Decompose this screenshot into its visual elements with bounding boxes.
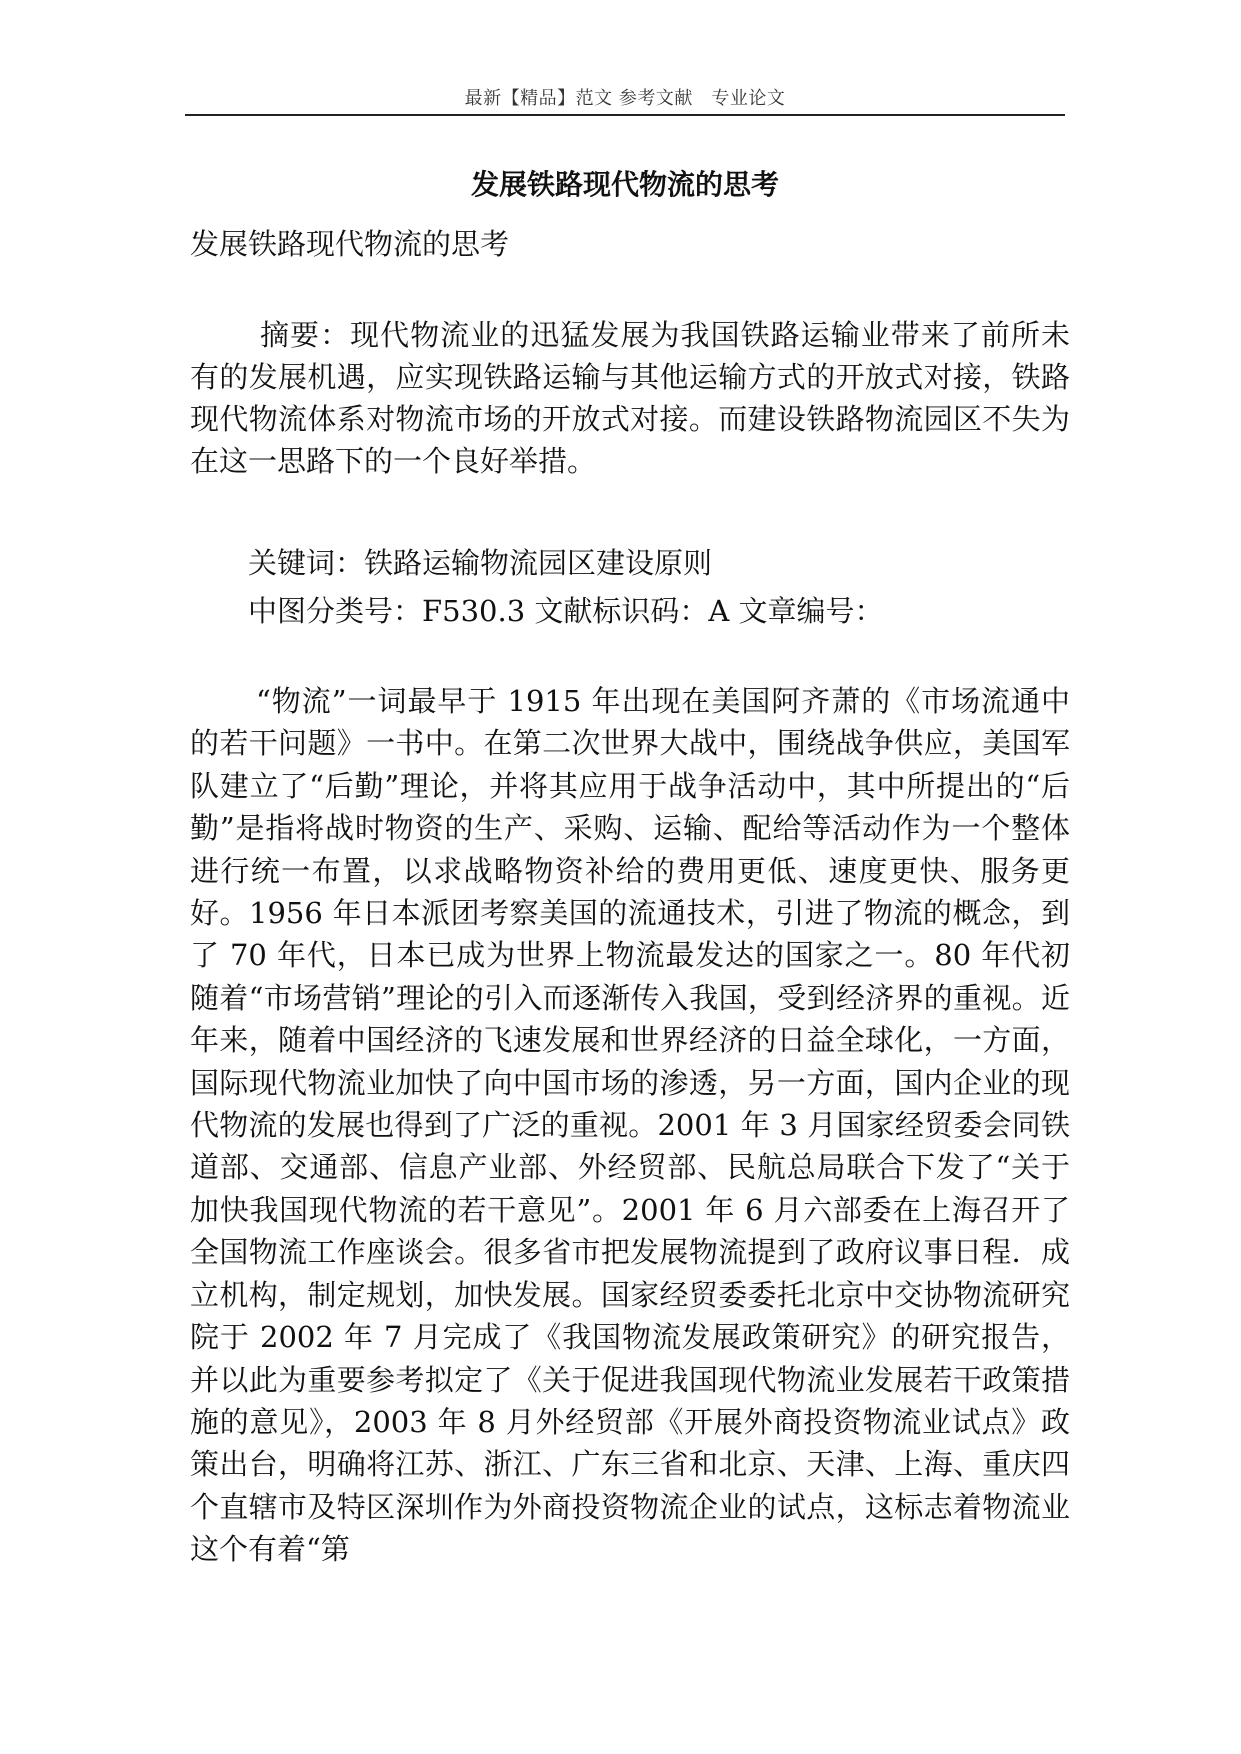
document-title: 发展铁路现代物流的思考: [470, 168, 779, 201]
page-header: 最新【精品】范文 参考文献 专业论文: [464, 88, 786, 109]
header-divider: [185, 114, 1065, 116]
keywords-line: 关键词：铁路运输物流园区建设原则: [248, 546, 713, 580]
body-paragraph: “物流”一词最早于 1915 年出现在美国阿齐萧的《市场流通中的若干问题》一书中。在第二次世界大战中，围绕战争供应，美国军队建立了“后勤”理论，并将其应用于战争活动中，其中所提出的“后勤”是指将战时物资的生产、采购、运输、配给等活动作为一个整体进行统一布置，以求战略物资补给的费用更低、速度更快、服务更好。1956 年日本派团考察美国的流通技术，引进了物流的概念，到了 70 年代，日本已成为世界上物流最发达的国家之一。80 年代初随着“市场营销”理论的引入而逐渐传入我国，受到经济界的重视。近年来，随着中国经济的飞速发展和世界经济的日益全球化，一方面，国际现代物流业加快了向中国市场的渗透，另一方面，国内企业的现代物流的发展也得到了广泛的重视。2001 年 3 月国家经贸委会同铁道部、交通部、信息产业部、外经贸部、民航总局联合下发了“关于加快我国现代物流的若干意见”。2001 年 6 月六部委在上海召开了全国物流工作座谈会。很多省市把发展物流提到了政府议事日程．成立机构，制定规划，加快发展。国家经贸委委托北京中交协物流研究院于 2002 年 7 月完成了《我国物流发展政策研究》的研究报告，并以此为重要参考拟定了《关于促进我国现代物流业发展若干政策措施的意见》，2003 年 8 月外经贸部《开展外商投资物流业试点》政策出台，明确将江苏、浙江、广东三省和北京、天津、上海、重庆四个直辖市及特区深圳作为外商投资物流企业的试点，这标志着物流业这个有着“第: [190, 684, 1070, 1567]
classification-line: 中图分类号：F530.3 文献标识码：A 文章编号：: [248, 594, 884, 628]
abstract-paragraph: 摘要：现代物流业的迅猛发展为我国铁路运输业带来了前所未有的发展机遇，应实现铁路运输与其他运输方式的开放式对接，铁路现代物流体系对物流市场的开放式对接。而建设铁路物流园区不失为在这一思路下的一个良好举措。: [190, 318, 1070, 478]
document-subtitle: 发展铁路现代物流的思考: [190, 227, 510, 261]
